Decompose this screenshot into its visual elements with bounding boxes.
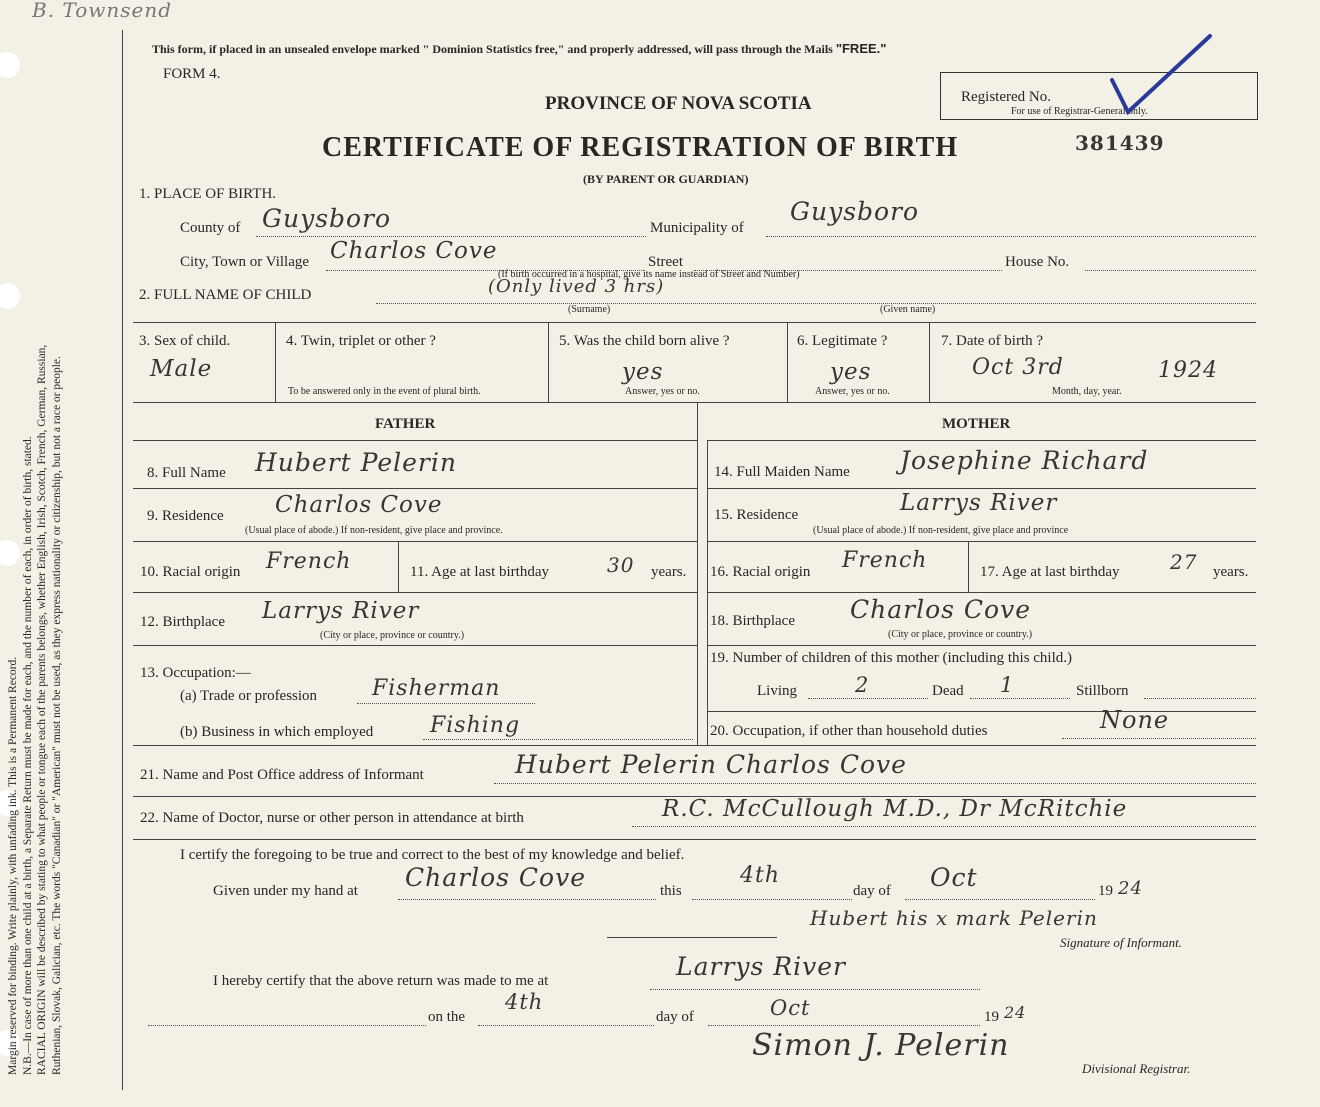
- mother-residence-label: 15. Residence: [714, 507, 799, 523]
- page-title: CERTIFICATE OF REGISTRATION OF BIRTH: [322, 132, 959, 163]
- on-day-line: [478, 1025, 654, 1026]
- margin-instructions: [6, 35, 64, 1075]
- on-month-value: Oct: [770, 996, 811, 1020]
- row-divider: [133, 322, 1256, 323]
- business-label: (b) Business in which employed: [180, 724, 374, 740]
- this-day-line: [692, 899, 852, 900]
- certify-statement: I certify the foregoing to be true and correct to the best of my knowledge and belief.: [180, 847, 685, 863]
- dob-month-day: Oct 3rd: [972, 355, 1064, 380]
- registered-label: Registered No.: [961, 89, 1051, 105]
- on-year-prefix: 19: [984, 1009, 999, 1025]
- col-divider: [929, 322, 930, 402]
- legitimate-value: yes: [830, 359, 872, 385]
- on-the-label: on the: [428, 1009, 466, 1025]
- dob-label: 7. Date of birth ?: [941, 333, 1044, 349]
- twin-label: 4. Twin, triplet or other ?: [286, 333, 436, 349]
- mother-years-label: years.: [1213, 564, 1249, 580]
- child-name-line: [376, 303, 1256, 304]
- margin-note: RACIAL ORIGIN will be described by stating to what people or tongue each of the parents belongs, whether English, Irish, Scotch, French, German, Russian,: [36, 344, 48, 1075]
- father-name-value: Hubert Pelerin: [255, 448, 457, 477]
- mother-name-label: 14. Full Maiden Name: [714, 464, 850, 480]
- col-divider: [275, 322, 276, 402]
- mother-residence-value: Larrys River: [900, 490, 1058, 516]
- mother-birthplace-label: 18. Birthplace: [710, 613, 795, 629]
- place-of-birth-heading: 1. PLACE OF BIRTH.: [139, 186, 277, 202]
- month-line: [905, 899, 1095, 900]
- given-at-label: Given under my hand at: [213, 883, 358, 899]
- dob-year: 1924: [1158, 358, 1218, 383]
- margin-note: Ruthenian, Slovak, Galician, etc. The words "Canadian" or "American" must not be used, as they express nationality or citizenship, but not a race or people.: [50, 356, 63, 1075]
- row-divider: [133, 402, 1256, 403]
- father-heading: FATHER: [375, 416, 436, 432]
- trade-line: [357, 703, 535, 704]
- given-at-value: Charlos Cove: [405, 863, 587, 892]
- mother-race-label: 16. Racial origin: [710, 564, 811, 580]
- registrar-signature: Simon J. Pelerin: [752, 1028, 1010, 1063]
- father-age-value: 30: [607, 553, 635, 577]
- business-value: Fishing: [430, 713, 521, 738]
- informant-value: Hubert Pelerin Charlos Cove: [515, 750, 907, 779]
- father-residence-note: (Usual place of abode.) If non-resident, give place and province.: [245, 525, 503, 536]
- hospital-note: (If birth occurred in a hospital, give its name instead of Street and Number): [498, 269, 800, 280]
- this-label: this: [660, 883, 682, 899]
- row-divider: [707, 645, 1256, 646]
- trade-label: (a) Trade or profession: [180, 688, 318, 704]
- on-year-value: 24: [1004, 1003, 1027, 1022]
- mother-age-value: 27: [1170, 550, 1198, 574]
- month-value: Oct: [930, 863, 978, 892]
- informant-label: 21. Name and Post Office address of Informant: [140, 767, 424, 783]
- row-divider: [707, 440, 1256, 441]
- surname-caption: (Surname): [568, 304, 611, 315]
- father-residence-label: 9. Residence: [147, 508, 224, 524]
- dead-value: 1: [1000, 673, 1015, 697]
- trade-value: Fisherman: [372, 676, 501, 701]
- informant-signature: Hubert his x mark Pelerin: [810, 906, 1098, 930]
- sex-label: 3. Sex of child.: [139, 333, 231, 349]
- dob-note: Month, day, year.: [1052, 386, 1122, 397]
- child-name-label: 2. FULL NAME OF CHILD: [139, 287, 312, 303]
- registered-number: 381439: [1075, 131, 1165, 155]
- twin-note: To be answered only in the event of plural birth.: [288, 386, 481, 397]
- on-day-of-label: day of: [656, 1009, 694, 1025]
- mother-occupation-label: 20. Occupation, if other than household duties: [710, 723, 988, 739]
- return-label: I hereby certify that the above return was made to me at: [213, 973, 549, 989]
- father-occupation-label: 13. Occupation:—: [140, 665, 251, 681]
- province-heading: PROVINCE OF NOVA SCOTIA: [545, 93, 812, 114]
- row-divider: [133, 440, 697, 441]
- father-birthplace-note: (City or place, province or country.): [320, 630, 465, 641]
- house-line: [1085, 270, 1256, 271]
- row-divider: [707, 488, 1256, 489]
- mother-residence-note: (Usual place of abode.) If non-resident, give place and province: [813, 525, 1069, 536]
- dead-line: [970, 698, 1070, 699]
- row-divider: [707, 541, 1256, 542]
- sex-value: Male: [150, 356, 213, 382]
- alive-label: 5. Was the child born alive ?: [559, 333, 730, 349]
- check-mark-icon: [1100, 30, 1220, 120]
- stillborn-label: Stillborn: [1076, 683, 1129, 699]
- row-divider: [133, 488, 697, 489]
- day-of-label: day of: [853, 883, 891, 899]
- year-value: 24: [1118, 878, 1143, 899]
- on-day-value: 4th: [505, 990, 544, 1014]
- county-label: County of: [180, 220, 241, 236]
- dead-label: Dead: [932, 683, 964, 699]
- corner-pencil-note: B. Townsend: [32, 0, 173, 22]
- center-divider: [697, 402, 698, 745]
- children-count-label: 19. Number of children of this mother (including this child.): [710, 650, 1073, 666]
- municipality-value: Guysboro: [790, 197, 920, 226]
- municipality-line: [766, 236, 1256, 237]
- father-years-label: years.: [651, 564, 687, 580]
- child-name-value: (Only lived 3 hrs): [488, 276, 665, 297]
- registrar-note: For use of Registrar-General only.: [1011, 106, 1148, 117]
- row-divider: [133, 541, 697, 542]
- legitimate-label: 6. Legitimate ?: [797, 333, 888, 349]
- given-at-line: [398, 899, 656, 900]
- alive-note: Answer, yes or no.: [625, 386, 700, 397]
- county-value: Guysboro: [262, 204, 392, 233]
- given-name-caption: (Given name): [880, 304, 936, 315]
- page-subtitle: (BY PARENT OR GUARDIAN): [583, 172, 749, 186]
- mother-age-label: 17. Age at last birthday: [980, 564, 1120, 580]
- row-divider: [133, 745, 1256, 746]
- col-divider: [787, 322, 788, 402]
- father-birthplace-label: 12. Birthplace: [140, 614, 225, 630]
- father-birthplace-value: Larrys River: [262, 598, 420, 624]
- margin-note: N.B.—In case of more than one child at a birth, a Separate Return must be made for each, and the number of each, in order of birth, stated.: [21, 436, 34, 1075]
- legitimate-note: Answer, yes or no.: [815, 386, 890, 397]
- mother-occupation-line: [1062, 738, 1256, 739]
- stillborn-line: [1144, 698, 1256, 699]
- city-value: Charlos Cove: [330, 238, 498, 264]
- informant-signature-caption: Signature of Informant.: [1060, 935, 1182, 950]
- row-divider: [133, 839, 1256, 840]
- mother-heading: MOTHER: [942, 416, 1011, 432]
- return-place-value: Larrys River: [676, 952, 846, 981]
- living-value: 2: [855, 673, 870, 697]
- business-line: [423, 739, 693, 740]
- municipality-label: Municipality of: [650, 220, 744, 236]
- doctor-label: 22. Name of Doctor, nurse or other person in attendance at birth: [140, 810, 524, 826]
- father-race-label: 10. Racial origin: [140, 564, 241, 580]
- col-divider: [398, 541, 399, 592]
- mother-occupation-value: None: [1100, 706, 1170, 734]
- father-age-label: 11. Age at last birthday: [410, 564, 549, 580]
- county-line: [256, 236, 646, 237]
- on-line: [148, 1025, 426, 1026]
- mother-name-value: Josephine Richard: [900, 446, 1149, 475]
- father-residence-value: Charlos Cove: [275, 492, 443, 518]
- mother-birthplace-note: (City or place, province or country.): [888, 629, 1033, 640]
- signature-line: [607, 937, 777, 938]
- row-divider: [707, 711, 1256, 712]
- registrar-caption: Divisional Registrar.: [1082, 1061, 1191, 1076]
- living-line: [808, 698, 928, 699]
- return-line: [650, 989, 980, 990]
- living-label: Living: [757, 683, 797, 699]
- father-race-value: French: [266, 549, 352, 574]
- row-divider: [707, 592, 1256, 593]
- form-number: FORM 4.: [163, 66, 221, 82]
- father-name-label: 8. Full Name: [147, 465, 226, 481]
- on-month-line: [708, 1025, 980, 1026]
- this-day-value: 4th: [740, 863, 781, 888]
- col-divider: [548, 322, 549, 402]
- margin-note: Margin reserved for binding. Write plainly, with unfading ink. This is a Permanent Record.: [7, 656, 19, 1075]
- mother-birthplace-value: Charlos Cove: [850, 595, 1032, 624]
- doctor-line: [632, 826, 1256, 827]
- row-divider: [133, 645, 697, 646]
- mother-race-value: French: [842, 548, 928, 573]
- binding-margin-line: [122, 30, 123, 1090]
- informant-line: [494, 783, 1256, 784]
- year-prefix: 19: [1098, 883, 1113, 899]
- mail-notice: This form, if placed in an unsealed envelope marked " Dominion Statistics free," and properly addressed, will pass through the Mails "FREE.": [152, 41, 887, 56]
- doctor-value: R.C. McCullough M.D., Dr McRitchie: [662, 796, 1128, 822]
- street-label: Street: [648, 254, 683, 270]
- house-label: House No.: [1005, 254, 1070, 270]
- city-label: City, Town or Village: [180, 254, 310, 270]
- row-divider: [133, 592, 697, 593]
- col-divider: [968, 541, 969, 592]
- alive-value: yes: [622, 359, 664, 385]
